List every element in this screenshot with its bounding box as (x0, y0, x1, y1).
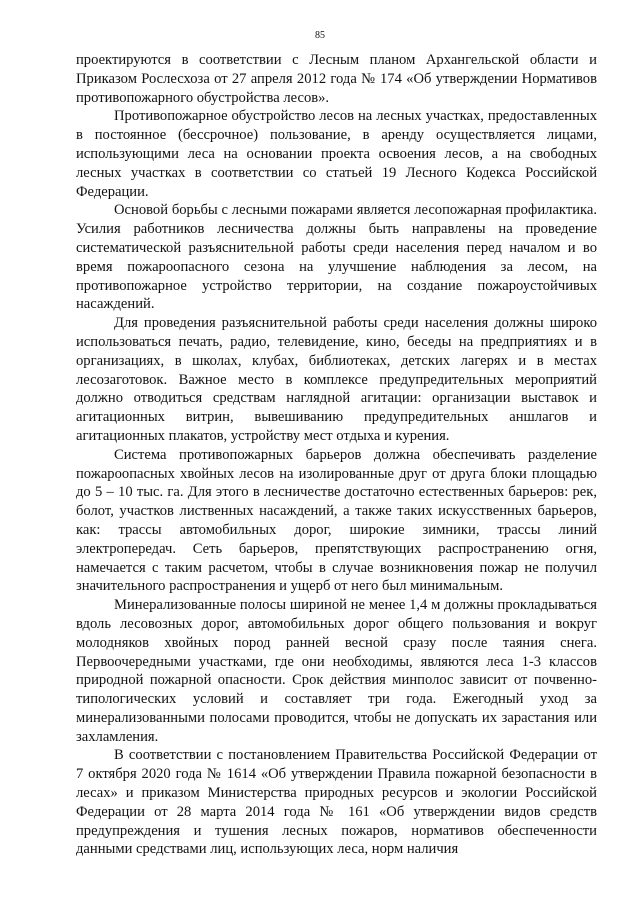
paragraph: Противопожарное обустройство лесов на лесных участках, предоставленных в постоянное (бессрочное) пользование, в аренду осуществляется лицами, использующими леса на основании проекта освоения лесов, а на свободных лесных участках в соответствии со статьей 19 Лесного Кодекса Российской Федерации. (76, 108, 597, 200)
paragraph: Система противопожарных барьеров должна обеспечивать разделение пожароопасных хвойных лесов на изолированные друг от друга блоки площадью до 5 – 10 тыс. га. Для этого в лесничестве достаточно естественных барьеров: рек, болот, участков лиственных насаждений, а также таких искусственных барьеров, как: трассы автомобильных дорог, широкие зимники, трассы линий электропередач. Сеть барьеров, препятствующих распространению огня, намечается с таким расчетом, чтобы в случае возникновения пожар не получил значительного распространения и ущерб от него был минимальным. (76, 446, 597, 595)
document-body (76, 51, 597, 859)
paragraph: Для проведения разъяснительной работы среди населения должны широко использоваться печать, радио, телевидение, кино, беседы на предприятиях и в организациях, в школах, клубах, библиотеках, детских лагерях и в местах лесозаготовок. Важное место в комплексе предупредительных мероприятий должно отводиться средствам наглядной агитации: организации выставок и агитационных витрин, вывешиванию предупредительных аншлагов и агитационных плакатов, устройству мест отдыха и курения. (76, 315, 597, 444)
paragraph: Минерализованные полосы шириной не менее 1,4 м должны прокладываться вдоль лесовозных дорог, автомобильных дорог общего пользования и вокруг молодняков хвойных пород ранней весной сразу после таяния снега. Первоочередными участками, где они необходимы, являются леса 1-3 классов природной пожарной опасности. Срок действия минполос зависит от почвенно-типологических условий и составляет три года. Ежегодный уход за минерализованными полосами проводится, чтобы не допускать их зарастания или захламления. (76, 597, 597, 745)
page-number: 85 (315, 30, 325, 41)
paragraph: проектируются в соответствии с Лесным планом Архангельской области и Приказом Рослесхоза от 27 апреля 2012 года № 174 «Об утверждении Нормативов противопожарного обустройства лесов». (76, 52, 597, 106)
paragraph: Основой борьбы с лесными пожарами является лесопожарная профилактика. Усилия работников лесничества должны быть направлены на проведение систематической разъяснительной работы среди населения перед началом и во время пожароопасного сезона на улучшение наблюдения за лесом, на противопожарное устройство территории, на создание пожароустойчивых насаждений. (76, 202, 597, 313)
paragraph: В соответствии с постановлением Правительства Российской Федерации от 7 октября 2020 года № 1614 «Об утверждении Правила пожарной безопасности в лесах» и приказом Министерства природных ресурсов и экологии Российской Федерации от 28 марта 2014 года № 161 «Об утверждении видов средств предупреждения и тушения лесных пожаров, нормативов обеспеченности данными средствами лиц, использующих леса, норм наличия (76, 747, 597, 858)
